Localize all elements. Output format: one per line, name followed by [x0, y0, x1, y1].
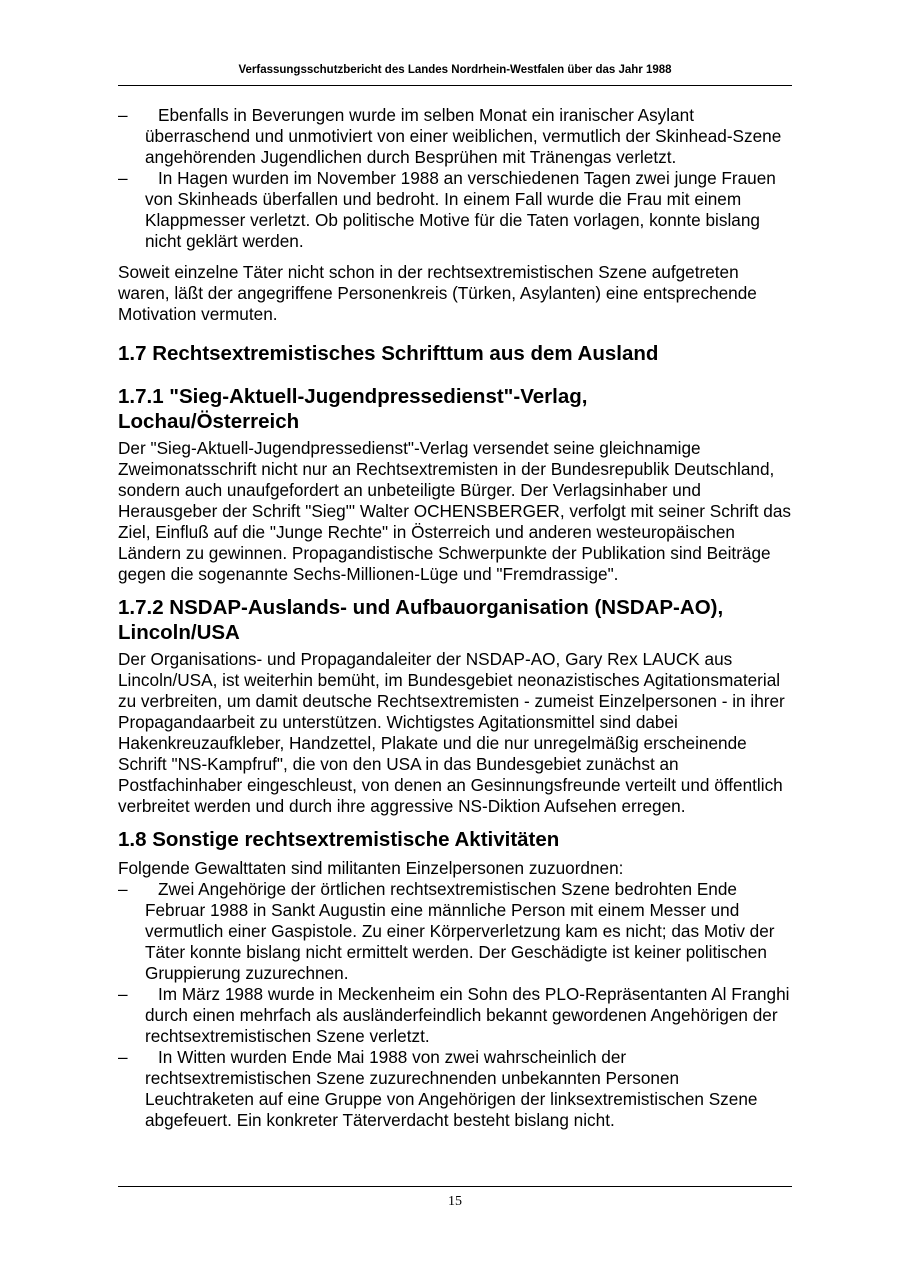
- page-number: 15: [448, 1194, 462, 1209]
- list-item: [118, 984, 792, 1047]
- subsection-heading: 1.7.2 NSDAP-Auslands- und Aufbauorganisation (NSDAP-AO), Lincoln/USA: [118, 596, 724, 644]
- list-item-text: Ebenfalls in Beverungen wurde im selben Monat ein iranischer Asylant überraschend und unmotiviert von einer weiblichen, vermutlich der Skinhead-Szene angehörenden Jugendlichen durch Besprühen mit Tränengas verletzt.: [145, 105, 782, 167]
- dash-marker: –: [118, 879, 128, 899]
- list-item: [118, 168, 792, 252]
- paragraph: Soweit einzelne Täter nicht schon in der rechtsextremistischen Szene aufgetreten waren, läßt der angegriffene Personenkreis (Türken, Asylanten) eine entsprechende Motivation vermuten.: [118, 262, 757, 324]
- section-heading: 1.8 Sonstige rechtsextremistische Aktivitäten: [118, 828, 560, 851]
- dash-marker: –: [118, 105, 128, 125]
- list-item: [118, 105, 792, 168]
- list-item-text: In Witten wurden Ende Mai 1988 von zwei wahrscheinlich der rechtsextremistischen Szene zuzurechnenden unbekannten Personen Leuchtraketen auf eine Gruppe von Angehörigen der linksextremistischen Szene abgefeuert. Ein konkreter Täterverdacht besteht bislang nicht.: [145, 1047, 758, 1130]
- paragraph: Folgende Gewalttaten sind militanten Einzelpersonen zuzuordnen:: [118, 858, 624, 878]
- paragraph: Der "Sieg-Aktuell-Jugendpressedienst"-Verlag versendet seine gleichnamige Zweimonatsschrift nicht nur an Rechtsextremisten in der Bundesrepublik Deutschland, sondern auch unaufgefordert an unbeteiligte Bürger. Der Verlagsinhaber und Herausgeber der Schrift "Sieg"' Walter OCHENSBERGER, verfolgt mit seiner Schrift das Ziel, Einfluß auf die "Junge Rechte" in Österreich und anderen westeuropäischen Ländern zu gewinnen. Propagandistische Schwerpunkte der Publikation sind Beiträge gegen die sogenannte Sechs-Millionen-Lüge und "Fremdrassige".: [118, 438, 791, 584]
- page-content: [118, 105, 792, 1131]
- section-heading: 1.7 Rechtsextremistisches Schrifttum aus dem Ausland: [118, 342, 659, 365]
- list-item-text: Im März 1988 wurde in Meckenheim ein Sohn des PLO-Repräsentanten Al Franghi durch einen mehrfach als ausländerfeindlich bekannt gewordenen Angehörigen der rechtsextremistischen Szene verletzt.: [145, 984, 790, 1046]
- header-rule: [118, 85, 792, 86]
- footer-rule: [118, 1186, 792, 1187]
- dash-marker: –: [118, 168, 128, 188]
- list-item: [118, 879, 792, 984]
- dash-marker: –: [118, 984, 128, 1004]
- list-item: [118, 1047, 792, 1131]
- running-header: Verfassungsschutzbericht des Landes Nordrhein-Westfalen über das Jahr 1988: [238, 64, 672, 76]
- dash-marker: –: [118, 1047, 128, 1067]
- paragraph: Der Organisations- und Propagandaleiter der NSDAP-AO, Gary Rex LAUCK aus Lincoln/USA, ist weiterhin bemüht, im Bundesgebiet neonazistisches Agitationsmaterial zu verbreiten, um damit deutsche Rechtsextremisten - zumeist Einzelpersonen - in ihrer Propagandaarbeit zu unterstützen. Wichtigstes Agitationsmittel sind dabei Hakenkreuzaufkleber, Handzettel, Plakate und die nur unregelmäßig erscheinende Schrift "NS-Kampfruf", die von den USA in das Bundesgebiet zunächst an Postfachinhaber eingeschleust, von denen an Gesinnungsfreunde verteilt und öffentlich verbreitet werden und durch ihre aggressive NS-Diktion Aufsehen erregen.: [118, 649, 785, 816]
- list-item-text: In Hagen wurden im November 1988 an verschiedenen Tagen zwei junge Frauen von Skinheads überfallen und bedroht. In einem Fall wurde die Frau mit einem Klappmesser verletzt. Ob politische Motive für die Taten vorlagen, konnte bislang nicht geklärt werden.: [145, 168, 776, 251]
- list-item-text: Zwei Angehörige der örtlichen rechtsextremistischen Szene bedrohten Ende Februar 1988 in Sankt Augustin eine männliche Person mit einem Messer und vermutlich einer Gaspistole. Zu einer Körperverletzung kam es nicht; das Motiv der Täter konnte bislang nicht ermittelt werden. Der Geschädigte ist keiner politischen Gruppierung zuzurechnen.: [145, 879, 775, 983]
- subsection-heading: 1.7.1 "Sieg-Aktuell-Jugendpressedienst"-Verlag, Lochau/Österreich: [118, 385, 588, 433]
